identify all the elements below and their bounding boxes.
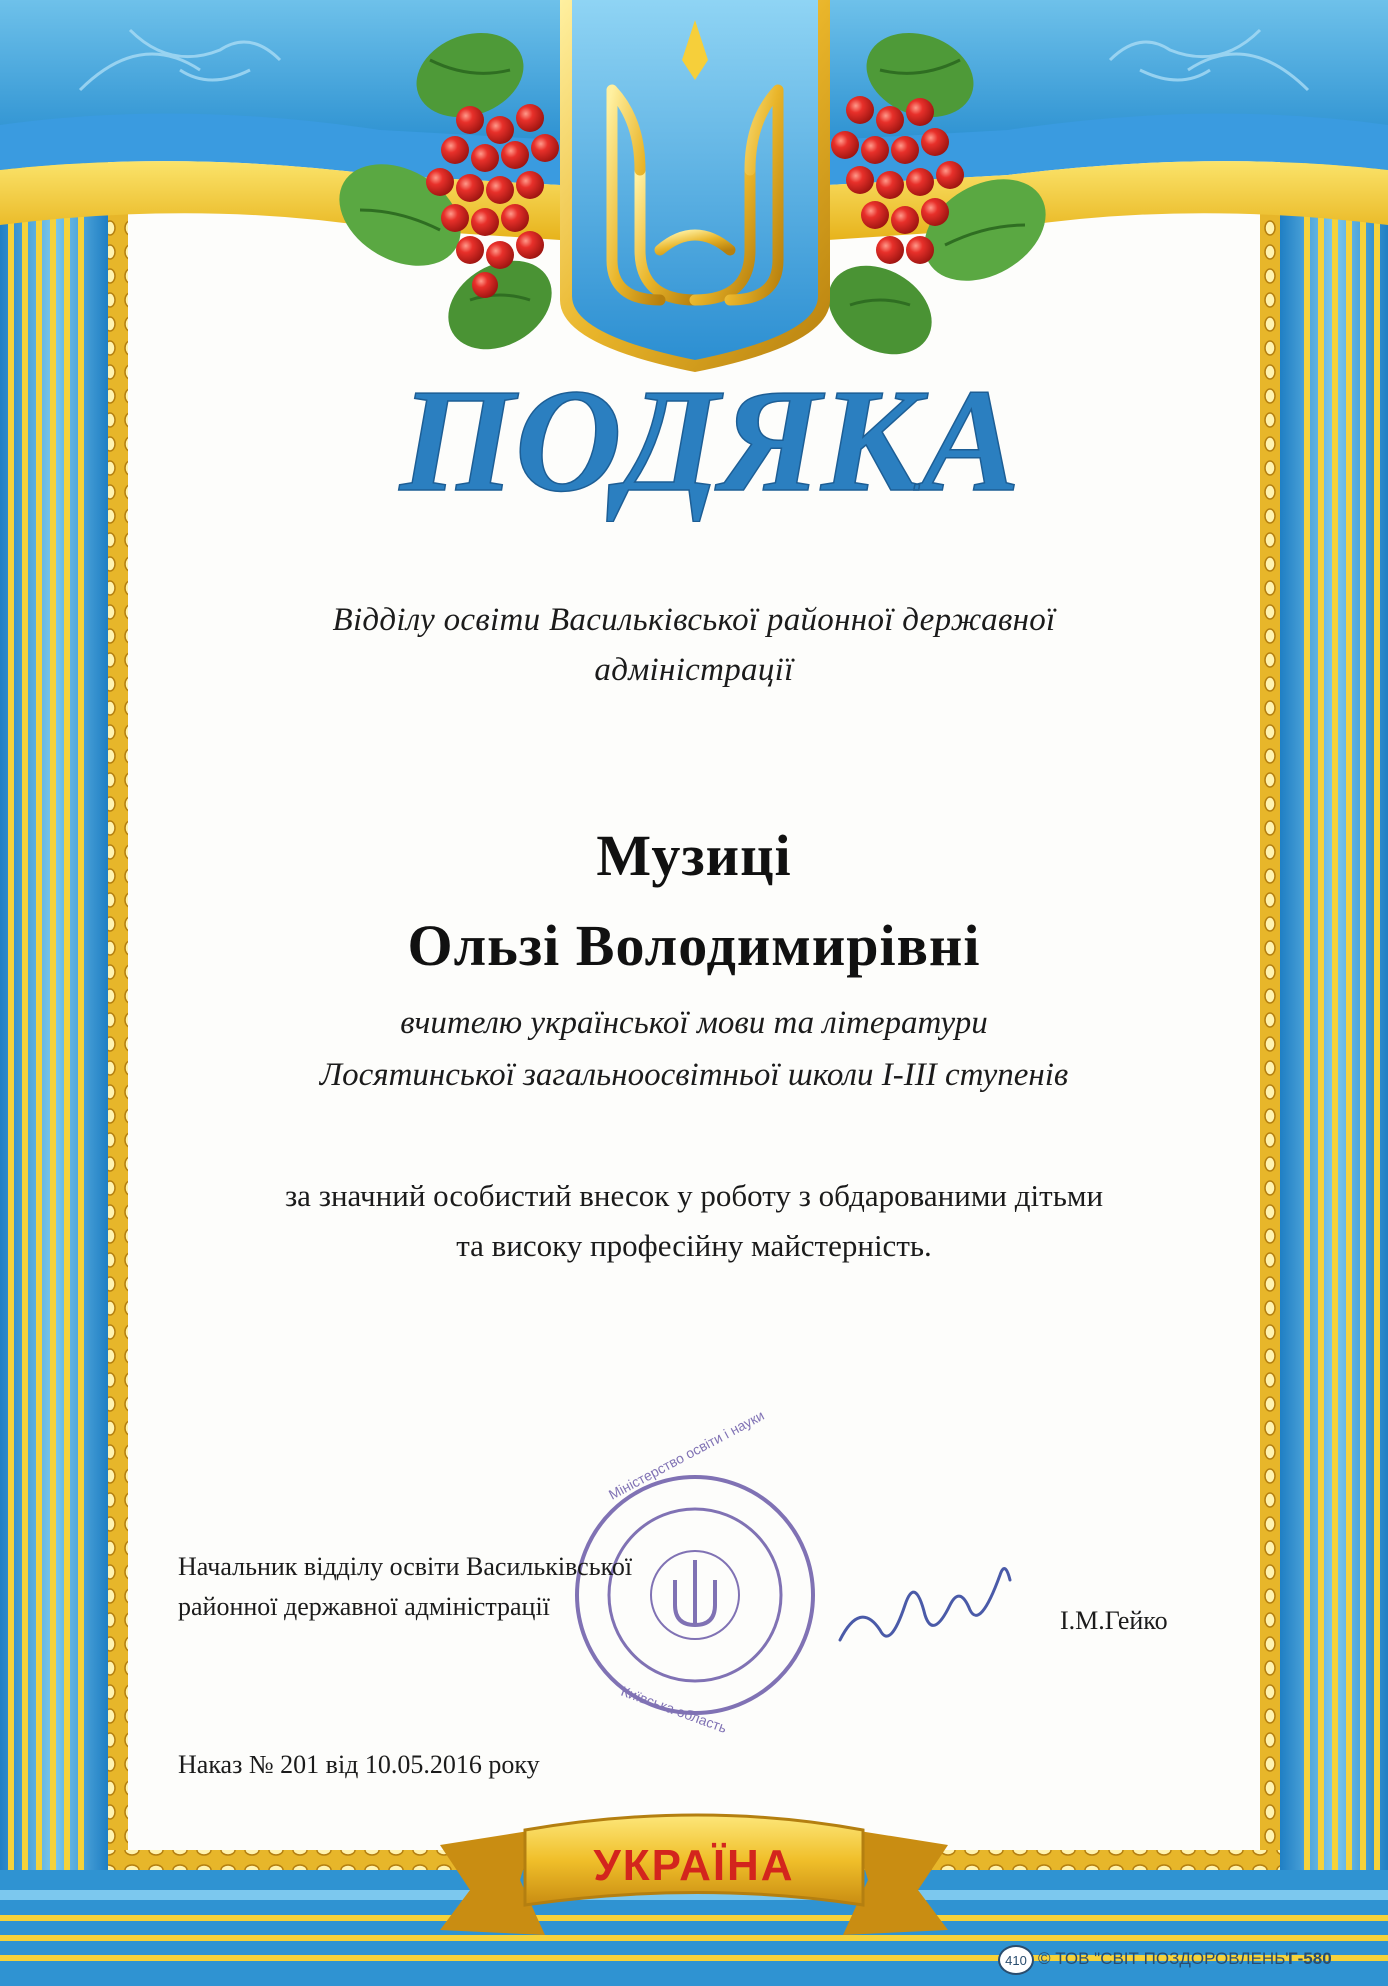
- recipient-surname: Музиці: [596, 823, 792, 888]
- svg-text:Київська область: Київська область: [618, 1682, 730, 1736]
- recipient-org-line-1: Відділу освіти Васильківської районної державної: [332, 602, 1056, 638]
- page-title: [330, 372, 1090, 522]
- svg-text:УКРАЇНА: УКРАЇНА: [593, 1841, 795, 1890]
- recipient-role-line-2: Лосятинської загальноосвітньої школи І-ІІІ ступенів: [319, 1057, 1069, 1093]
- signer-position-line-1: Начальник відділу освіти Васильківської: [178, 1552, 633, 1581]
- publisher-name: © ТОВ "СВІТ ПОЗДОРОВЛЕНЬ": [1038, 1949, 1292, 1968]
- signer-name: І.М.Гейко: [1060, 1606, 1168, 1635]
- order-reference: Наказ № 201 від 10.05.2016 року: [178, 1750, 540, 1779]
- signature-scribble: [840, 1569, 1010, 1640]
- recipient-role-line-1: вчителю української мови та літератури: [400, 1005, 988, 1041]
- signer-position-line-2: районної державної адміністрації: [178, 1592, 550, 1621]
- reason-line-2: та високу професійну майстерність.: [456, 1228, 932, 1263]
- product-number: Г-580: [1288, 1949, 1332, 1968]
- product-code-badge: [998, 1945, 1034, 1975]
- trident-coat-of-arms-icon: [560, 0, 830, 372]
- ukraine-banner: [525, 1822, 863, 1902]
- svg-text:Міністерство освіти і науки: Міністерство освіти і науки: [605, 1407, 767, 1503]
- recipient-org-line-2: адміністрації: [594, 652, 794, 688]
- recipient-given-names: Ользі Володимирівні: [407, 913, 981, 978]
- product-code: 410: [1005, 1952, 1027, 1968]
- reason-line-1: за значний особистий внесок у роботу з обдарованими дітьми: [284, 1178, 1104, 1213]
- svg-text:ПОДЯКА: ПОДЯКА: [399, 372, 1021, 522]
